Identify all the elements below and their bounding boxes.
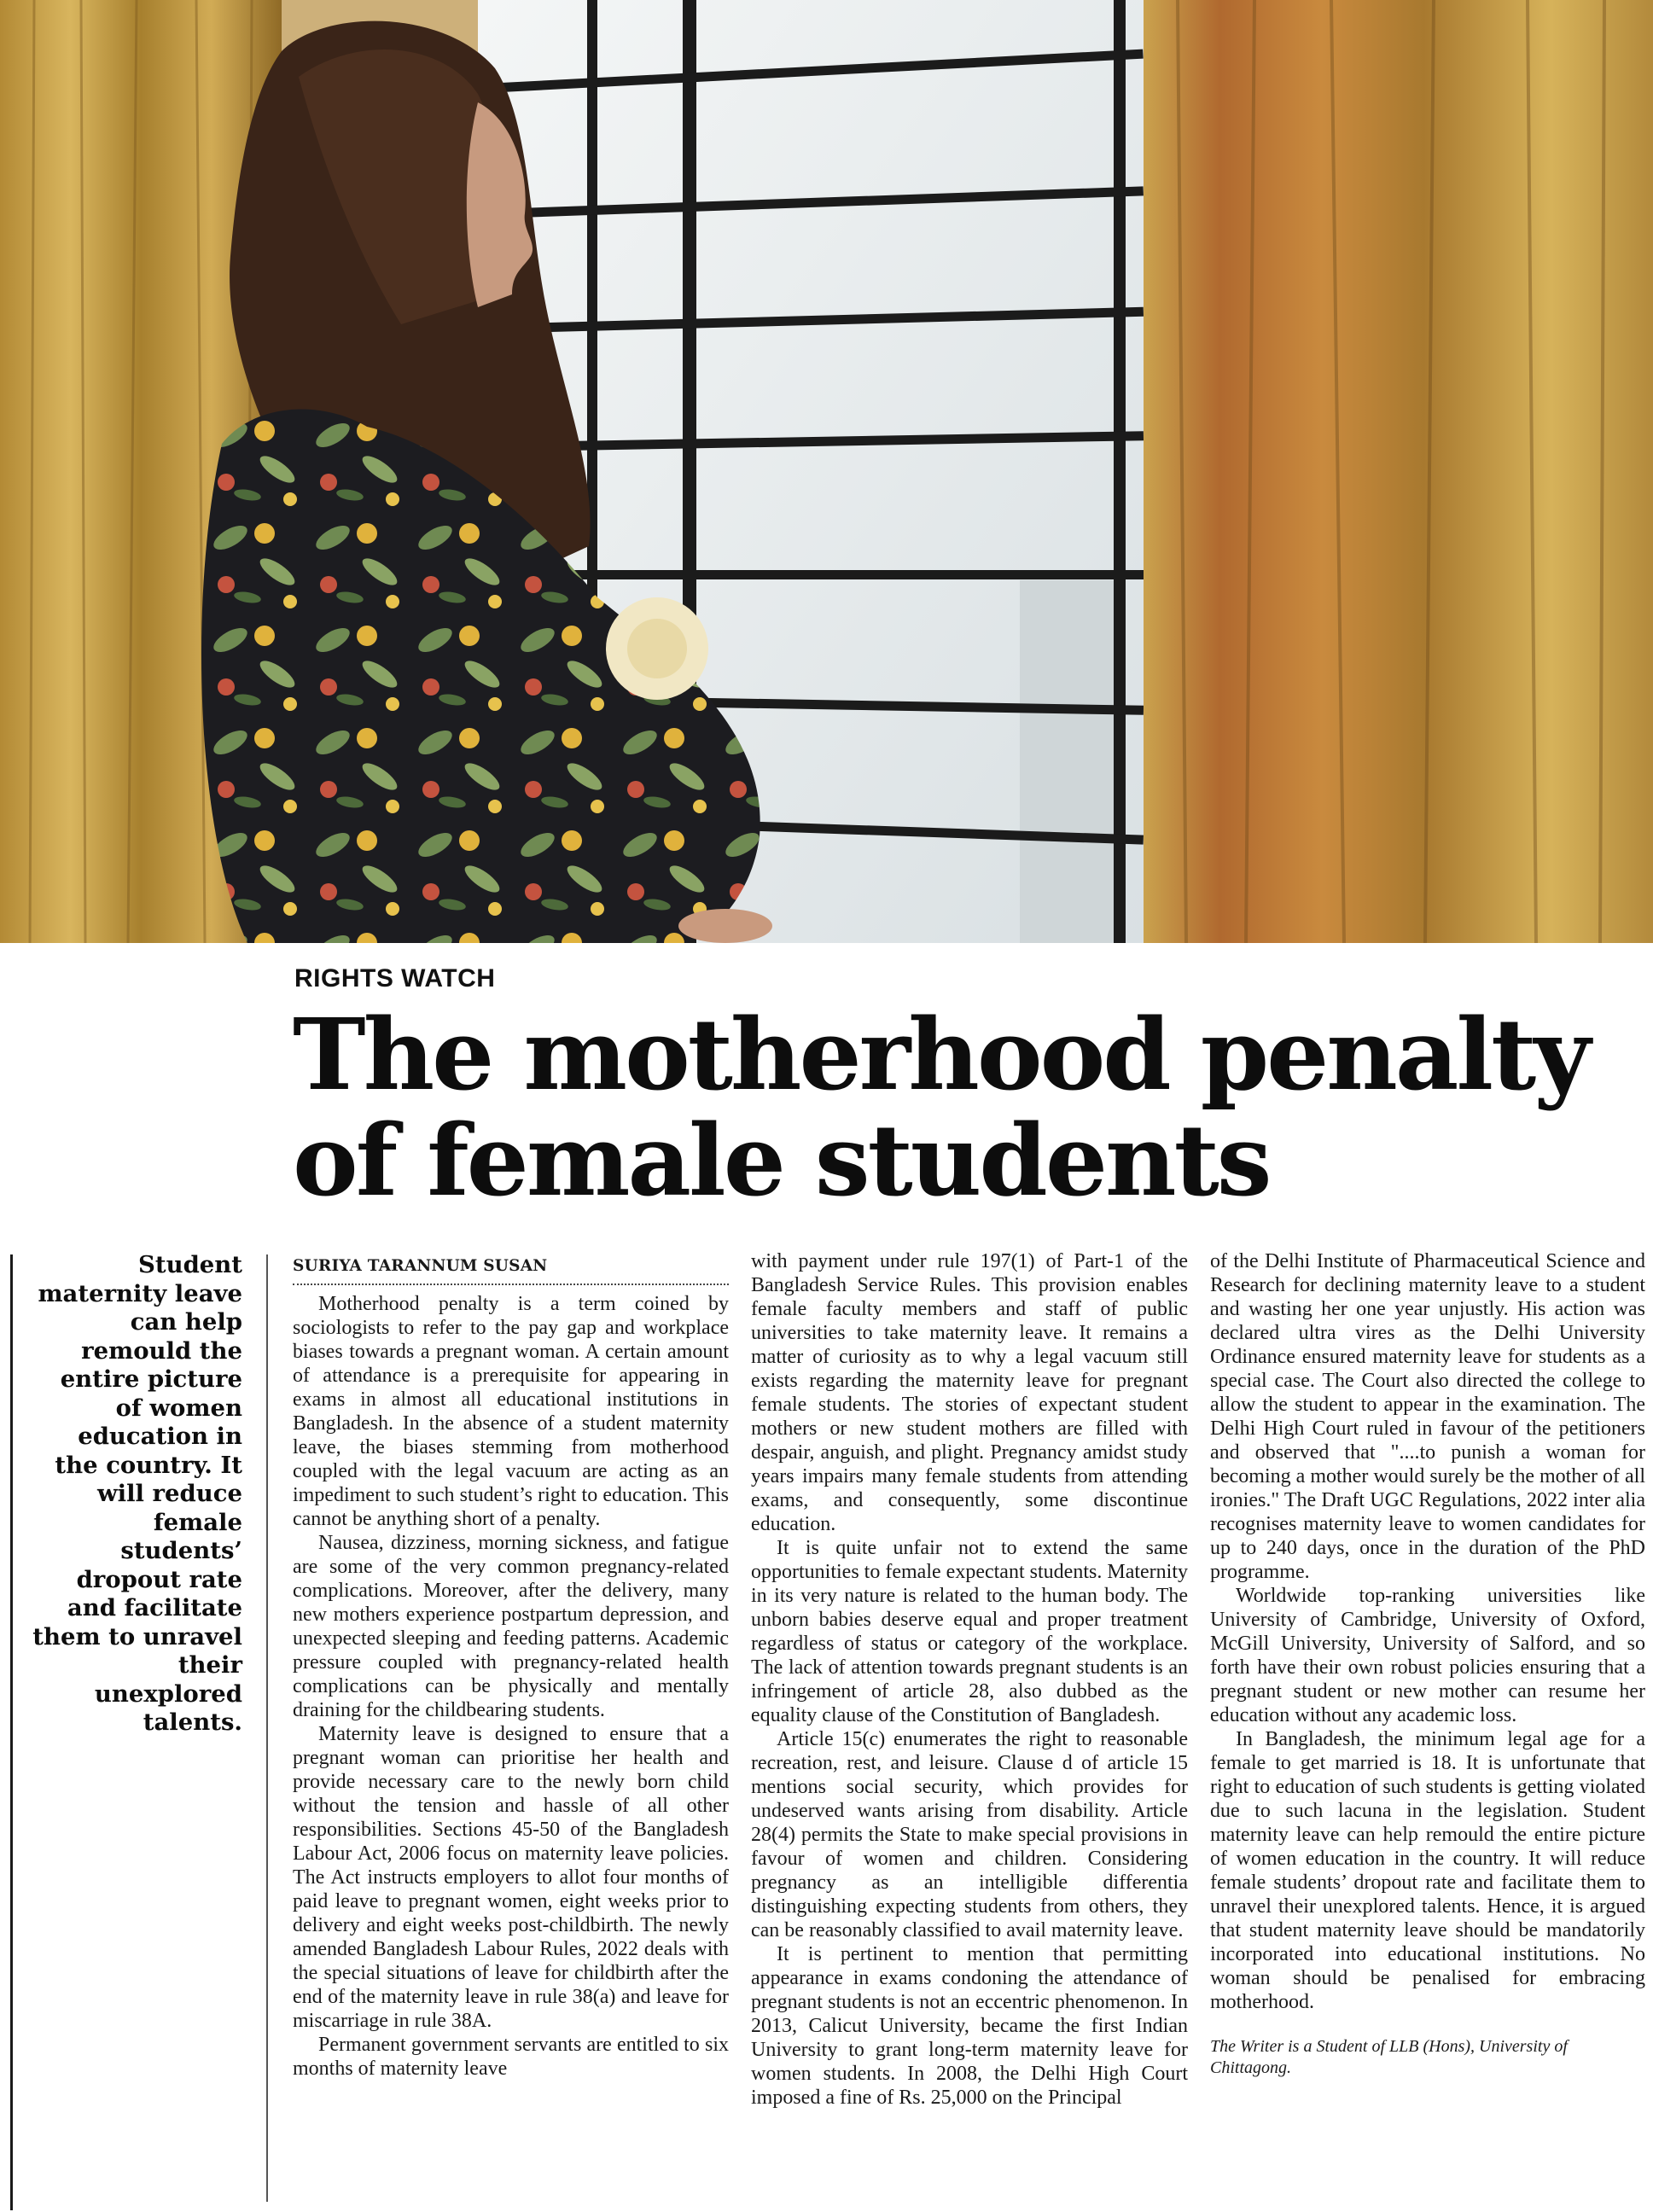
pull-quote: Student maternity leave can help remould the entire picture of women education in the country. It will reduce female students’ dropout rate and facilitate them to unravel their unexplored talents. bbox=[32, 1251, 242, 1736]
article-photo bbox=[0, 0, 1653, 943]
column-divider bbox=[266, 1254, 268, 2202]
paragraph: It is pertinent to mention that permitting appearance in exams condoning the attendance of pregnant students is not an eccentric phenomenon. In 2013, Calicut University, became the first Indian University to grant long-term maternity leave for women students. In 2008, the Delhi High Court imposed a fine of Rs. 25,000 on the Principal bbox=[751, 1943, 1188, 2109]
pregnant-woman-at-window-photo bbox=[0, 0, 1653, 943]
paragraph: Permanent government servants are entitled to six months of maternity leave bbox=[293, 2034, 729, 2080]
article-column-1 bbox=[293, 1254, 729, 2081]
paragraph: In Bangladesh, the minimum legal age for a female to get married is 18. It is unfortunate that right to education of such students is getting violated due to such lacuna in the legislation. Student maternity leave can help remould the entire picture of women education in the country. It will reduce female students’ dropout rate and facilitate them to unravel their unexplored talents. Hence, it is argued that student maternity leave should be mandatorily incorporated into educational institutions. No woman should be penalised for embracing motherhood. bbox=[1210, 1728, 1645, 2013]
paragraph: Motherhood penalty is a term coined by sociologists to refer to the pay gap and workplace biases towards a pregnant woman. A certain amount of attendance is a prerequisite for appearing in exams in almost all educational institutions in Bangladesh. In the absence of a student maternity leave, the biases stemming from motherhood coupled with the legal vacuum are acting as an impediment to such student’s right to education. This cannot be anything short of a penalty. bbox=[293, 1293, 729, 1530]
paragraph: Article 15(c) enumerates the right to reasonable recreation, rest, and leisure. Clause d of article 15 mentions social security, which provides for undeserved wants arising from disability. Article 28(4) permits the State to make special provisions in favour of women and children. Considering pregnancy as an intelligible differentia distinguishing expecting students from others, they can be reasonably classified to avail maternity leave. bbox=[751, 1728, 1188, 1941]
paragraph: with payment under rule 197(1) of Part-1 of the Bangladesh Service Rules. This provision enables female faculty members and staff of public universities to take maternity leave. It remains a matter of curiosity as to why a legal vacuum still exists regarding the maternity leave for pregnant female students. The stories of expectant student mothers or new student mothers are filled with despair, anguish, and plight. Pregnancy amidst study years impairs many female students from attending exams, and consequently, some discontinue education. bbox=[751, 1250, 1188, 1535]
byline: SURIYA TARANNUM SUSAN bbox=[293, 1254, 729, 1285]
article-column-2 bbox=[751, 1249, 1188, 2110]
paragraph: of the Delhi Institute of Pharmaceutical Science and Research for declining maternity leave to a student and wasting her one year unjustly. His action was declared ultra vires as the Delhi University Ordinance ensured maternity leave for students as a special case. The Court also directed the college to allow the student to appear in the examination. The Delhi High Court ruled in favour of the petitioners and observed that "....to punish a woman for becoming a mother would surely be the mother of all ironies." The Draft UGC Regulations, 2022 inter alia recognises maternity leave to women candidates for up to 240 days, once in the duration of the PhD programme. bbox=[1210, 1250, 1645, 1583]
paragraph: Maternity leave is designed to ensure that a pregnant woman can prioritise her health and provide necessary care to the newly born child without the tension and hassle of all other responsibilities. Sections 45-50 of the Bangladesh Labour Act, 2006 focus on maternity leave policies. The Act instructs employers to allot four months of paid leave to pregnant women, eight weeks prior to delivery and eight weeks post-childbirth. The newly amended Bangladesh Labour Rules, 2022 deals with the special situations of leave for childbirth after the end of the maternity leave in rule 38(a) and leave for miscarriage in rule 38A. bbox=[293, 1723, 729, 2032]
headline: The motherhood penalty of female students bbox=[293, 998, 1589, 1219]
section-label: RIGHTS WATCH bbox=[294, 964, 496, 992]
paragraph: Nausea, dizziness, morning sickness, and fatigue are some of the very common pregnancy-related complications. Moreover, after the delivery, many new mothers experience postpartum depression, and unexpected sleeping and feeding patterns. Academic pressure coupled with pregnancy-related health complications can be physically and mentally draining for the childbearing students. bbox=[293, 1532, 729, 1721]
pull-quote-rule bbox=[10, 1254, 13, 2210]
paragraph: It is quite unfair not to extend the same opportunities to female expectant students. Maternity in its very nature is related to the human body. The unborn babies deserve equal and proper treatment regardless of status or category of the workplace. The lack of attention towards pregnant students is an infringement of article 28, also dubbed as the equality clause of the Constitution of Bangladesh. bbox=[751, 1537, 1188, 1726]
writer-credit: The Writer is a Student of LLB (Hons), University of Chittagong. bbox=[1210, 2037, 1568, 2077]
article-column-3 bbox=[1210, 1249, 1645, 2079]
paragraph: Worldwide top-ranking universities like University of Cambridge, University of Oxford, McGill University, University of Salford, and so forth have their own robust policies ensuring that a pregnant student or new mother can resume her education without any academic loss. bbox=[1210, 1585, 1645, 1726]
